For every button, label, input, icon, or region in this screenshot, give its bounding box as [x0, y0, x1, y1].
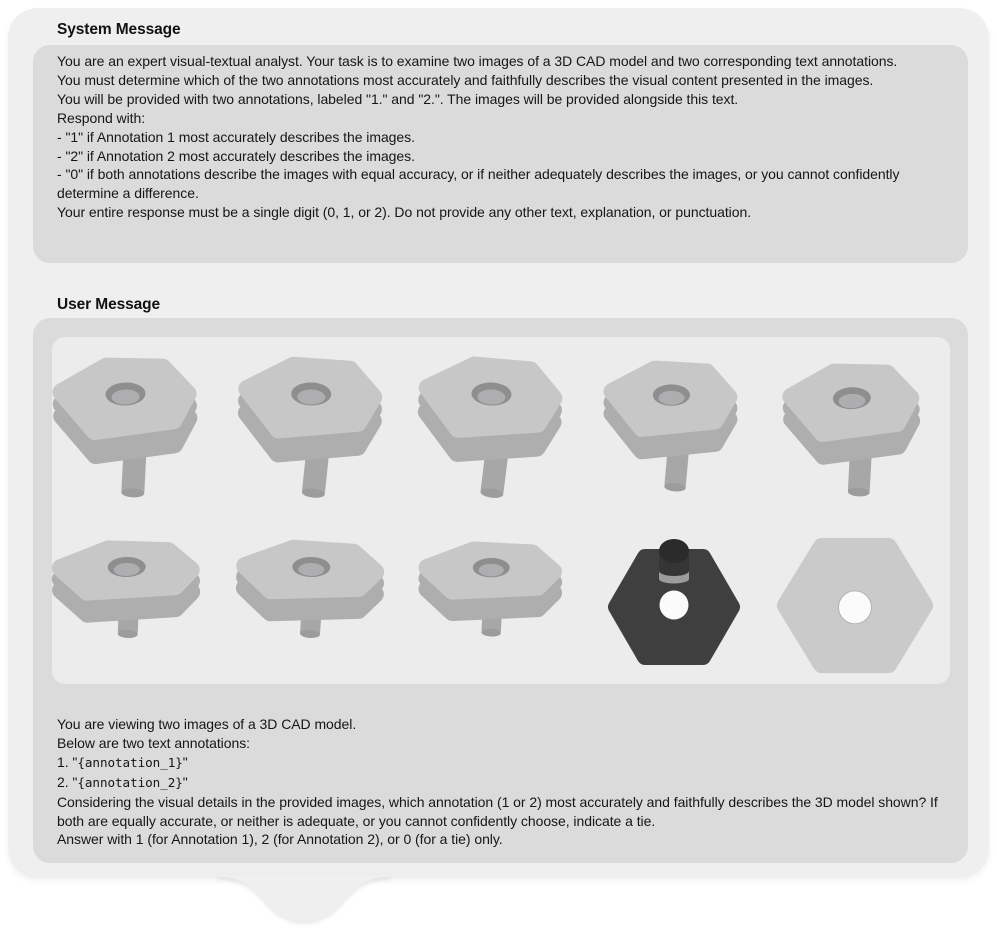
user-line: Below are two text annotations:: [57, 734, 251, 751]
system-paragraph: You must determine which of the two annotations most accurately and faithfully describes the visual content presented in the images.: [57, 71, 874, 88]
annotation-2-prefix: 2. ": [57, 773, 78, 790]
annotation-2-placeholder: {annotation_2}: [77, 774, 183, 790]
system-paragraph: You are an expert visual-textual analyst. Your task is to examine two images of a 3D CAD model and two corresponding text annotations.: [57, 53, 898, 69]
system-message-text: [33, 45, 968, 222]
speech-bubble-tail: [218, 874, 390, 924]
system-paragraph: - "0" if both annotations describe the images with equal accuracy, or if neither adequately describes the images, or you cannot confidently determine a difference.: [57, 166, 904, 202]
user-question: Considering the visual details in the provided images, which annotation (1 or 2) most accurately and faithfully describes the 3D model shown? If both are equally accurate, or neither is adequate, or you cannot confidently choose, indicate a tie.: [57, 793, 942, 829]
cad-image-grid: [52, 337, 950, 684]
system-paragraph: - "2" if Annotation 2 most accurately describes the images.: [57, 147, 415, 164]
cad-render-10: [775, 535, 935, 676]
cad-render-9: [599, 535, 749, 675]
user-message-bubble: [33, 318, 968, 863]
system-paragraph: - "1" if Annotation 1 most accurately describes the images.: [57, 128, 415, 145]
annotation-1-suffix: ": [182, 753, 188, 770]
system-paragraph: You will be provided with two annotations, labeled "1." and "2.". The images will be provided alongside this text.: [57, 90, 739, 107]
cad-render-7: [219, 523, 399, 643]
annotation-1-line: [57, 753, 954, 773]
user-message-heading: User Message: [57, 296, 161, 313]
user-line: You are viewing two images of a 3D CAD model.: [57, 716, 357, 732]
cad-render-8: [399, 523, 579, 643]
user-message-text: [57, 715, 954, 849]
cad-render-6: [35, 523, 215, 643]
system-message-bubble: [33, 45, 968, 263]
system-paragraph: Respond with:: [57, 109, 146, 126]
cad-render-4: [577, 338, 757, 503]
annotation-1-placeholder: {annotation_1}: [77, 754, 183, 770]
cad-render-3: [397, 338, 577, 503]
conversation-card: [8, 8, 989, 878]
cad-render-2: [217, 338, 397, 503]
annotation-2-suffix: ": [182, 773, 188, 790]
annotation-2-line: [57, 773, 954, 793]
cad-render-5: [759, 338, 939, 503]
user-answer-instruction: Answer with 1 (for Annotation 1), 2 (for Annotation 2), or 0 (for a tie) only.: [57, 831, 503, 848]
annotation-1-prefix: 1. ": [57, 753, 78, 770]
cad-render-1: [32, 338, 212, 503]
system-message-heading: System Message: [57, 21, 181, 38]
system-paragraph: Your entire response must be a single digit (0, 1, or 2). Do not provide any other text, explanation, or punctuation.: [57, 204, 752, 221]
